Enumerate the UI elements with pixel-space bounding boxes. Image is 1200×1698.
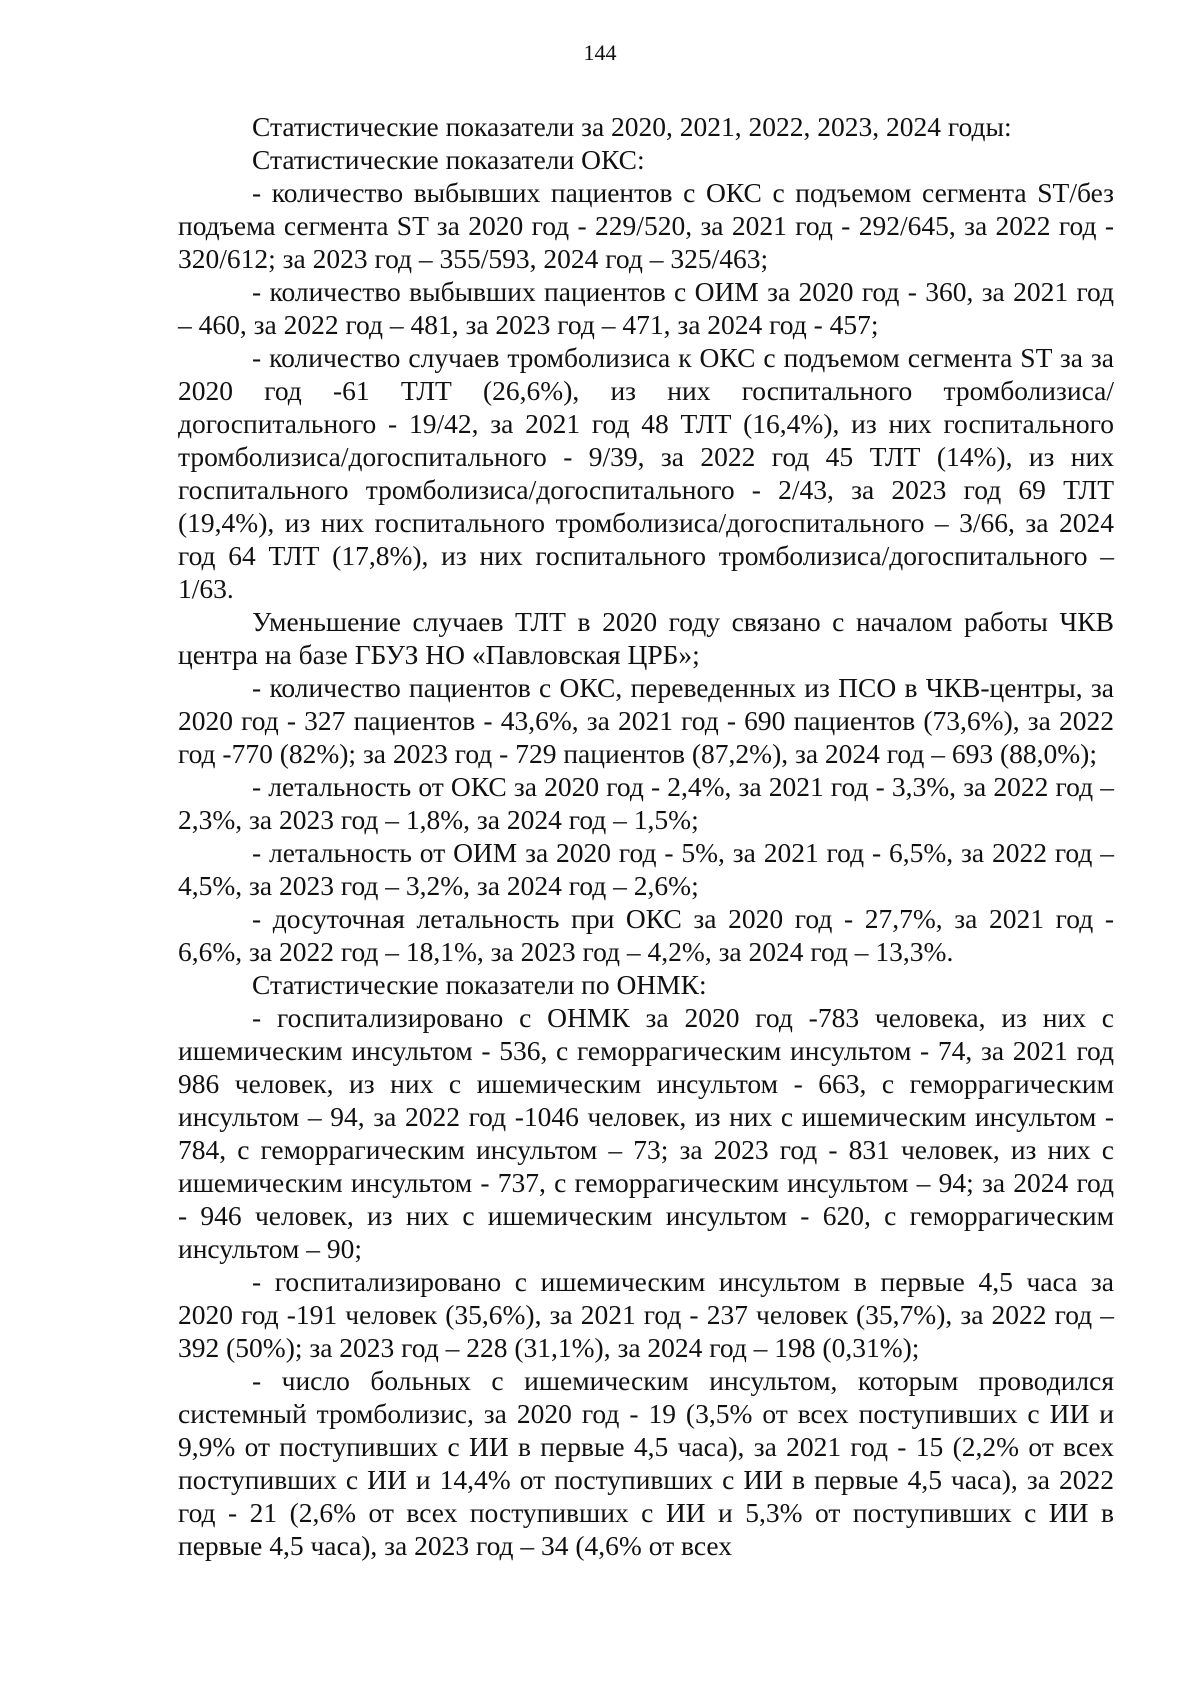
paragraph-tlt-decrease: Уменьшение случаев ТЛТ в 2020 году связано с началом работы ЧКВ центра на базе ГБУЗ НО «Павловская ЦРБ»; <box>178 606 1114 670</box>
paragraph-thrombolysis: - количество случаев тромболизиса к ОКС с подъемом сегмента ST за за 2020 год -61 ТЛТ (26,6%), из них госпитального тромболизиса/догоспитального - 19/42, за 2021 год 48 ТЛТ (16,4%), из них госпитального тромболизиса/догоспитального - 9/39, за 2022 год 45 ТЛТ (14%), из них госпитального тромболизиса/догоспитального - 2/43, за 2023 год 69 ТЛТ (19,4%), из них госпитального тромболизиса/догоспитального – 3/66, за 2024 год 64 ТЛТ (17,8%), из них госпитального тромболизиса/догоспитального – 1/63. <box>178 342 1114 604</box>
paragraph-onmk-hospitalized: - госпитализировано с ОНМК за 2020 год -783 человека, из них с ишемическим инсультом - 536, с геморрагическим инсультом - 74, за 2021 год 986 человек, из них с ишемическим инсультом - 663, с геморрагическим инсультом – 94, за 2022 год -1046 человек, из них с ишемическим инсультом - 784, с геморрагическим инсультом – 73; за 2023 год - 831 человек, из них с ишемическим инсультом - 737, с геморрагическим инсультом – 94; за 2024 год - 946 человек, из них с ишемическим инсультом - 620, с геморрагическим инсультом – 90; <box>178 1002 1114 1264</box>
paragraph-oim-discharged: - количество выбывших пациентов с ОИМ за 2020 год - 360, за 2021 год – 460, за 2022 год – 481, за 2023 год – 471, за 2024 год - 457; <box>178 276 1114 340</box>
page-number: 144 <box>583 40 617 65</box>
paragraph-systemic-thrombolysis: - число больных с ишемическим инсультом, которым проводился системный тромболизис, за 2020 год - 19 (3,5% от всех поступивших с ИИ и 9,9% от поступивших с ИИ в первые 4,5 часа), за 2021 год - 15 (2,2% от всех поступивших с ИИ и 14,4% от поступивших с ИИ в первые 4,5 часа), за 2022 год - 21 (2,6% от всех поступивших с ИИ и 5,3% от поступивших с ИИ в первые 4,5 часа), за 2023 год – 34 (4,6% от всех <box>178 1365 1114 1561</box>
paragraph-onmk-title: Статистические показатели по ОНМК: <box>252 969 707 1000</box>
paragraph-oks-title: Статистические показатели ОКС: <box>252 144 645 175</box>
paragraph-oks-mortality: - летальность от ОКС за 2020 год - 2,4%, за 2021 год - 3,3%, за 2022 год – 2,3%, за 2023 год – 1,8%, за 2024 год – 1,5%; <box>178 771 1114 835</box>
paragraph-daily-mortality: - досуточная летальность при ОКС за 2020 год - 27,7%, за 2021 год - 6,6%, за 2022 год – 18,1%, за 2023 год – 4,2%, за 2024 год – 13,3%. <box>178 903 1114 967</box>
document-body <box>178 110 1114 1562</box>
paragraph-ischemic-first-hours: - госпитализировано с ишемическим инсультом в первые 4,5 часа за 2020 год -191 человек (35,6%), за 2021 год - 237 человек (35,7%), за 2022 год – 392 (50%); за 2023 год – 228 (31,1%), за 2024 год – 198 (0,31%); <box>178 1266 1114 1363</box>
paragraph-oim-mortality: - летальность от ОИМ за 2020 год - 5%, за 2021 год - 6,5%, за 2022 год – 4,5%, за 2023 год – 3,2%, за 2024 год – 2,6%; <box>178 837 1114 901</box>
paragraph-oks-discharged: - количество выбывших пациентов с ОКС с подъемом сегмента ST/без подъема сегмента ST за 2020 год - 229/520, за 2021 год - 292/645, за 2022 год - 320/612; за 2023 год – 355/593, 2024 год – 325/463; <box>178 177 1114 274</box>
paragraph-stats-title: Статистические показатели за 2020, 2021, 2022, 2023, 2024 годы: <box>252 111 1012 142</box>
paragraph-transfers: - количество пациентов с ОКС, переведенных из ПСО в ЧКВ-центры, за 2020 год - 327 пациентов - 43,6%, за 2021 год - 690 пациентов (73,6%), за 2022 год -770 (82%); за 2023 год - 729 пациентов (87,2%), за 2024 год – 693 (88,0%); <box>178 672 1114 769</box>
